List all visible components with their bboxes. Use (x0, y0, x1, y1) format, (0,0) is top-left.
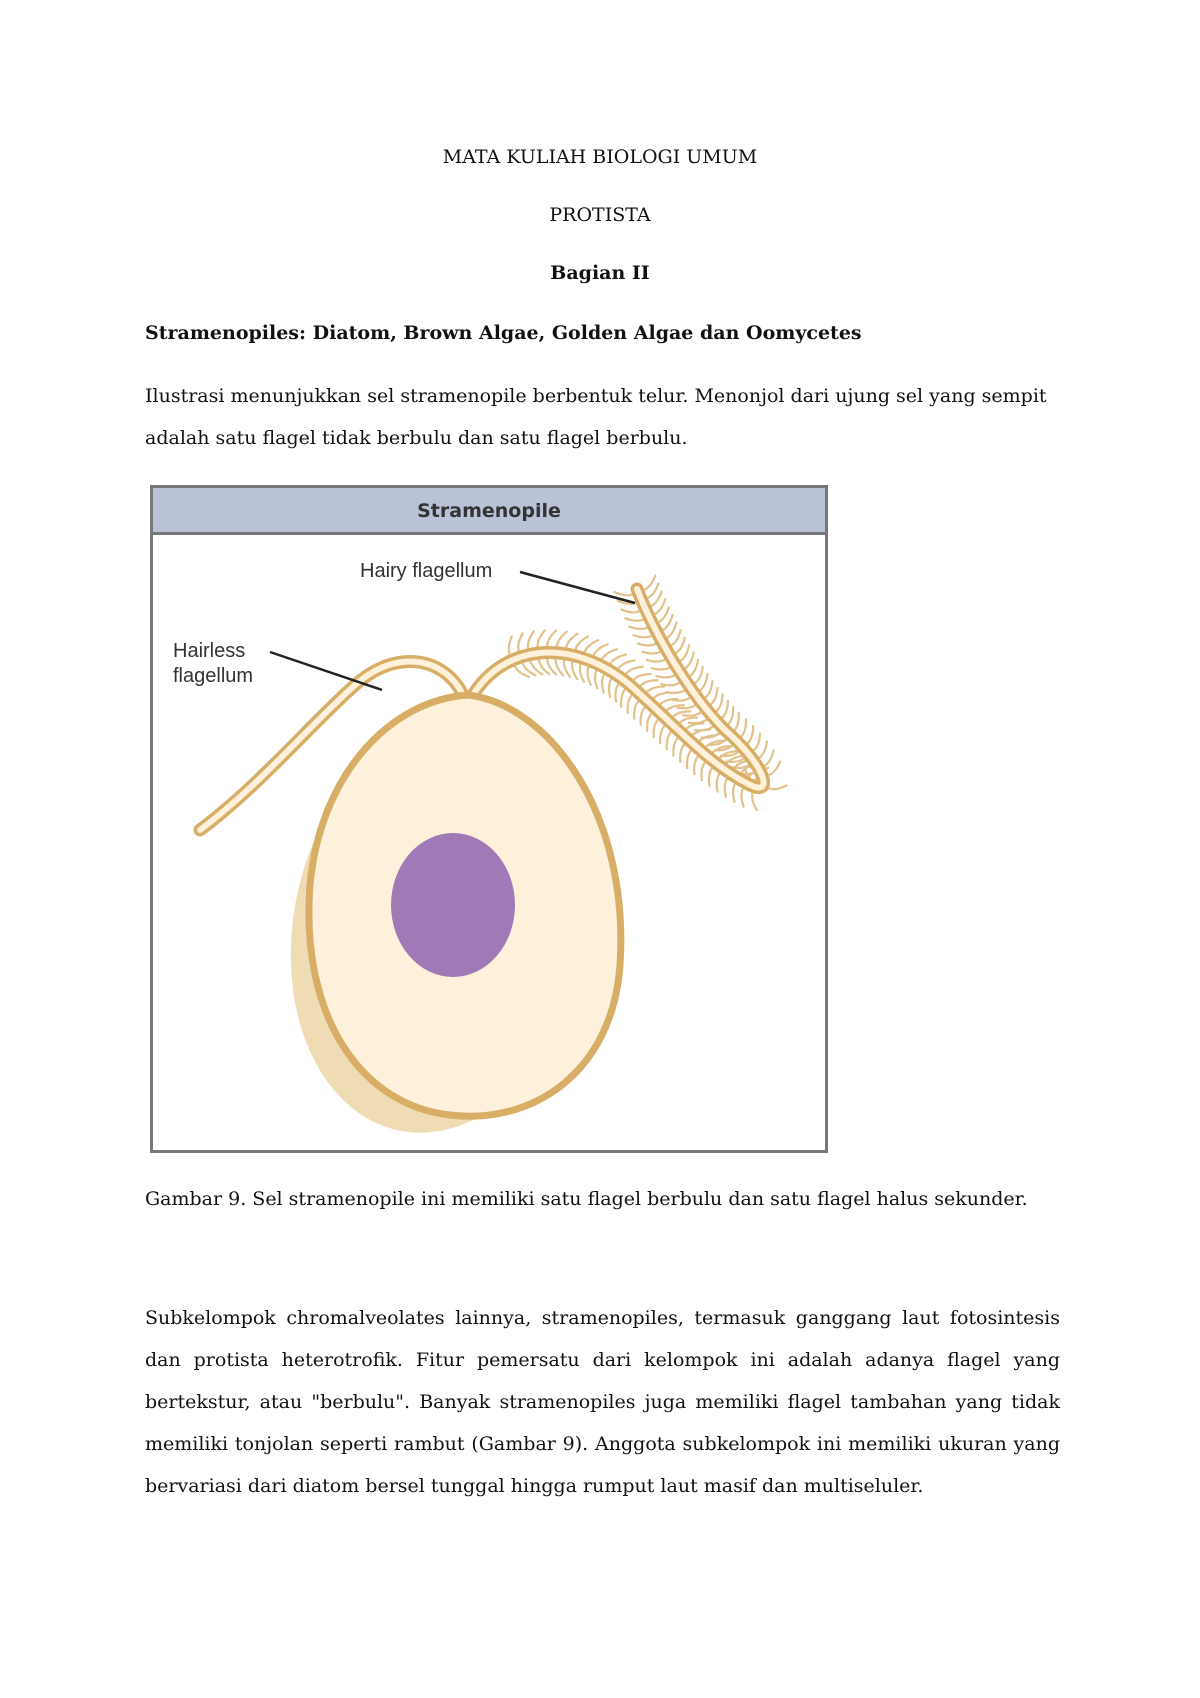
topic-title: PROTISTA (549, 204, 651, 226)
body-paragraph: Subkelompok chromalveolates lainnya, stramenopiles, termasuk ganggang laut fotosintesis dan protista heterotrofik. Fitur pemersatu dari kelompok ini adalah adanya flagel yang bertekstur, atau "berbulu". Banyak stramenopiles juga memiliki flagel tambahan yang tidak memiliki tonjolan seperti rambut (Gambar 9). Anggota subkelompok ini memiliki ukuran yang bervariasi dari diatom bersel tunggal hingga rumput laut masif dan multiseluler. (145, 1307, 1060, 1497)
label-hairless-line2: flagellum (173, 665, 254, 687)
figure-title: Stramenopile (417, 500, 561, 522)
stramenopile-figure (150, 485, 828, 1153)
section-heading: Stramenopiles: Diatom, Brown Algae, Golden Algae dan Oomycetes (145, 322, 862, 344)
part-title: Bagian II (550, 262, 650, 284)
nucleus (391, 833, 515, 977)
course-title: MATA KULIAH BIOLOGI UMUM (442, 146, 758, 168)
label-hairless-line1: Hairless (173, 640, 246, 662)
figure-caption: Gambar 9. Sel stramenopile ini memiliki satu flagel berbulu dan satu flagel halus sekunder. (145, 1188, 1028, 1210)
intro-paragraph: Ilustrasi menunjukkan sel stramenopile berbentuk telur. Menonjol dari ujung sel yang sempit adalah satu flagel tidak berbulu dan satu flagel berbulu. (145, 385, 1047, 449)
label-hairy-flagellum: Hairy flagellum (360, 560, 493, 582)
